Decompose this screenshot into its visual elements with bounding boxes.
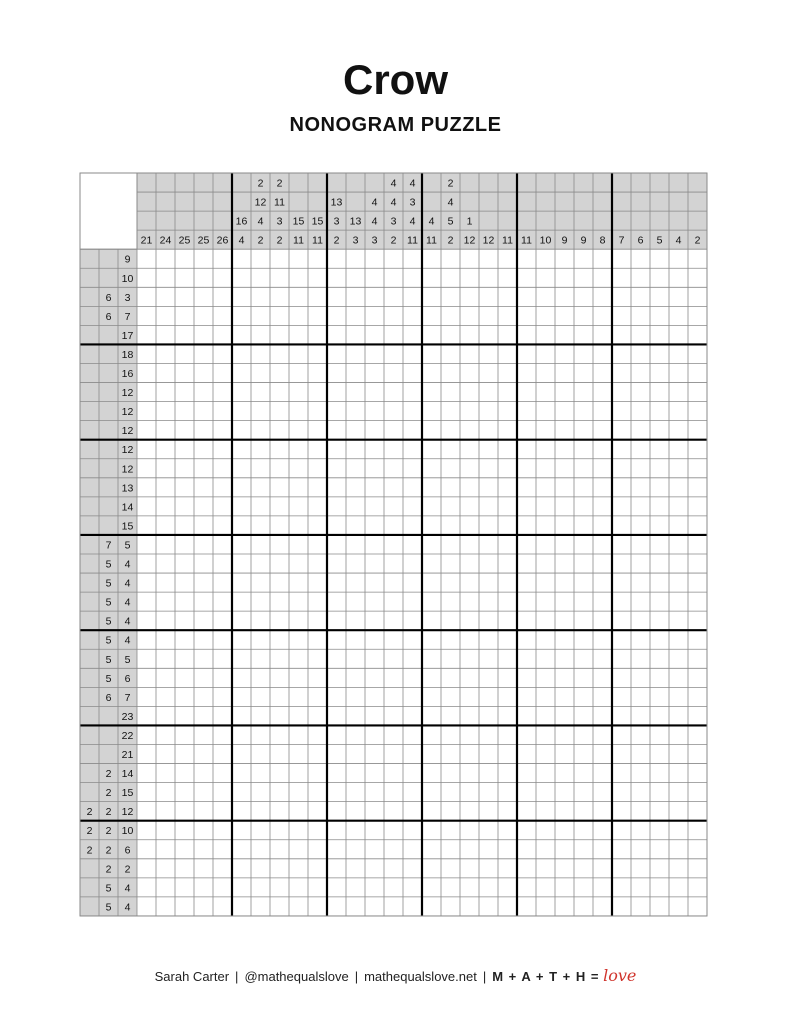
row-clue-number: 5 [105,634,112,647]
column-clue-number: 25 [178,234,191,247]
footer-divider: | [235,969,239,984]
row-clue-number: 12 [121,444,134,457]
column-clue-number: 26 [216,234,229,247]
row-clue-number: 7 [124,310,131,323]
column-clue-number: 4 [447,196,454,209]
row-clue-number: 2 [86,844,93,857]
footer-handle: @mathequalslove [244,969,349,984]
column-clue-number: 13 [330,196,343,209]
column-clue-number: 2 [447,234,454,247]
column-clue-number: 11 [407,234,418,247]
column-clue-number: 12 [254,196,267,209]
row-clue-number: 2 [105,863,112,876]
row-clue-number: 12 [121,425,134,438]
column-clue-number: 5 [656,234,663,247]
row-clue-number: 2 [105,787,112,800]
row-clue-number: 7 [124,691,131,704]
column-clue-number: 4 [428,215,435,228]
row-clue-number: 5 [105,882,112,895]
column-clue-number: 4 [409,177,416,190]
grid-major-lines [80,173,707,916]
row-clue-number: 10 [121,825,134,838]
row-clue-number: 5 [105,615,112,628]
page-footer [0,966,791,987]
column-clue-number: 15 [311,215,324,228]
row-clue-number: 4 [124,615,131,628]
row-clue-number: 2 [105,806,112,819]
row-clue-number: 4 [124,596,131,609]
column-clue-number: 2 [333,234,340,247]
row-clue-number: 22 [121,729,134,742]
row-clue-number: 5 [105,653,112,666]
column-clue-number: 25 [197,234,210,247]
column-clue-number: 15 [292,215,305,228]
column-clue-number: 11 [426,234,437,247]
row-clue-number: 5 [105,577,112,590]
footer-divider: | [482,969,487,984]
column-clue-number: 2 [694,234,701,247]
column-clue-number: 4 [409,215,416,228]
row-clue-number: 9 [124,253,131,266]
column-clue-number: 11 [274,196,285,209]
row-clue-number: 14 [121,768,134,781]
puzzle-subtitle: NONOGRAM PUZZLE [289,114,502,136]
row-clue-number: 2 [124,863,131,876]
column-clue-number: 4 [371,196,378,209]
column-clue-number: 6 [637,234,644,247]
column-clue-number: 2 [257,177,264,190]
column-clue-number: 3 [333,215,340,228]
column-clue-number: 2 [447,177,454,190]
column-clue-number: 4 [257,215,264,228]
column-clue-number: 3 [371,234,378,247]
row-clue-number: 15 [121,787,134,800]
row-clue-number: 4 [124,901,131,914]
column-clue-number: 9 [561,234,568,247]
row-clue-number: 4 [124,558,131,571]
row-clue-number: 13 [121,482,134,495]
row-clue-number: 2 [105,844,112,857]
column-clue-number: 13 [349,215,362,228]
row-clue-number: 12 [121,463,134,476]
row-clue-number: 6 [124,844,131,857]
column-clue-number: 3 [276,215,283,228]
column-clue-number: 3 [409,196,416,209]
row-clue-number: 15 [121,520,134,533]
row-clue-number: 5 [105,901,112,914]
row-clue-number: 6 [105,291,112,304]
column-clue-number: 2 [276,177,283,190]
footer-brand: M + A + T + H = [492,969,600,984]
row-clue-number: 2 [86,806,93,819]
column-clue-number: 12 [463,234,476,247]
column-clue-number: 3 [390,215,397,228]
row-clue-number: 4 [124,577,131,590]
footer-love: love [603,966,637,985]
row-clue-number: 5 [124,539,131,552]
row-clue-number: 21 [121,749,134,762]
row-clue-number: 6 [105,691,112,704]
column-clue-number: 11 [293,234,304,247]
row-clue-number: 17 [121,329,134,342]
row-clue-number: 12 [121,406,134,419]
row-clue-number: 5 [105,672,112,685]
row-clue-number: 5 [105,596,112,609]
footer-divider: | [354,969,359,984]
column-clue-number: 4 [675,234,682,247]
footer-author: Sarah Carter [154,969,230,984]
column-clue-number: 11 [502,234,513,247]
row-clue-number: 12 [121,806,134,819]
column-clue-number: 4 [238,234,245,247]
column-clue-number: 1 [466,215,473,228]
row-clue-number: 7 [105,539,112,552]
row-clue-number: 4 [124,882,131,895]
column-clue-number: 2 [276,234,283,247]
row-clue-number: 2 [105,768,112,781]
column-clue-number: 3 [352,234,359,247]
column-clue-number: 9 [580,234,587,247]
row-clue-number: 10 [121,272,134,285]
row-clue-number: 23 [121,710,134,723]
puzzle-title: Crow [343,56,448,103]
column-clue-number: 10 [539,234,552,247]
column-clue-number: 24 [159,234,172,247]
column-clue-number: 7 [618,234,625,247]
row-clue-number: 6 [105,310,112,323]
column-clue-number: 11 [521,234,532,247]
column-clue-number: 5 [447,215,454,228]
column-clue-number: 12 [482,234,495,247]
column-clue-number: 8 [599,234,606,247]
row-clue-number: 4 [124,634,131,647]
column-clue-number: 4 [390,177,397,190]
row-clue-number: 12 [121,387,134,400]
footer-website: mathequalslove.net [364,969,477,984]
row-clue-number: 16 [121,368,134,381]
column-clue-number: 2 [257,234,264,247]
row-clue-number: 5 [105,558,112,571]
row-clue-number: 18 [121,348,134,361]
row-clue-number: 2 [105,825,112,838]
row-clue-number: 2 [86,825,93,838]
row-clue-number: 3 [124,291,131,304]
column-clue-number: 16 [235,215,248,228]
column-clue-number: 4 [390,196,397,209]
column-clue-number: 2 [390,234,397,247]
row-clue-number: 14 [121,501,134,514]
corner-cell [80,173,137,249]
column-clue-number: 4 [371,215,378,228]
column-clue-number: 21 [140,234,153,247]
row-clue-number: 5 [124,653,131,666]
column-clue-number: 11 [312,234,323,247]
row-clue-number: 6 [124,672,131,685]
